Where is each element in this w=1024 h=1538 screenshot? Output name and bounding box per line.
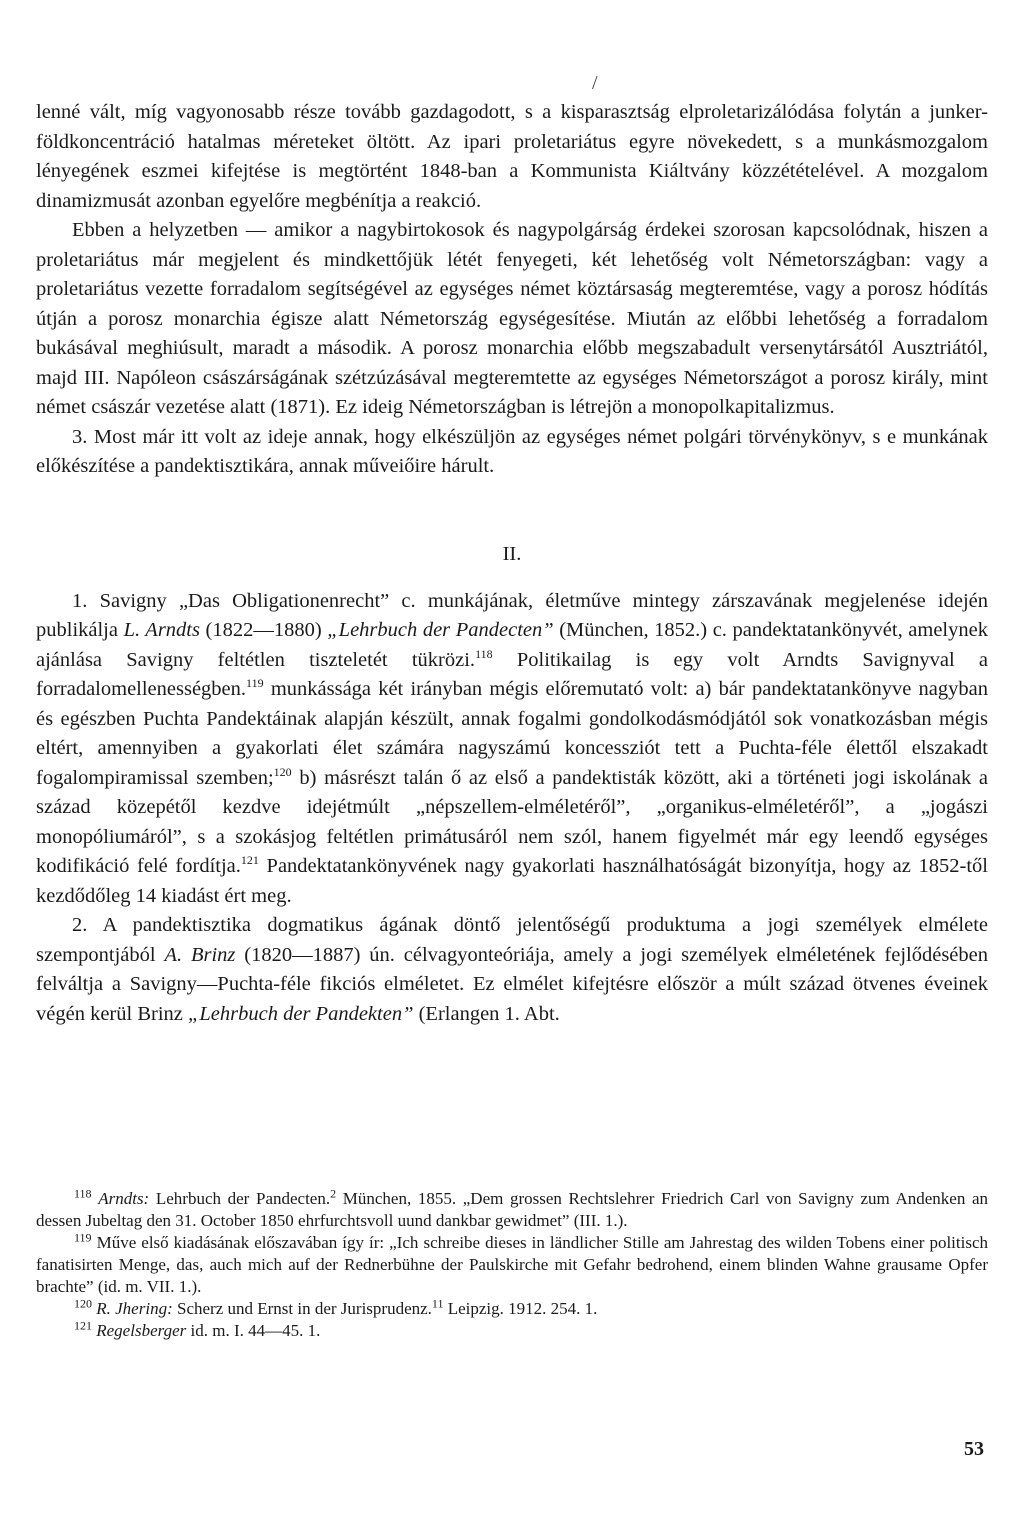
- text-run: Leipzig. 1912. 254. 1.: [443, 1299, 598, 1318]
- text-run: (1822—1880): [199, 619, 328, 641]
- book-page: [36, 0, 988, 1538]
- text-run: (München, 1852.) c. pandektatankönyvét, amelynek ajánlása Savigny feltétlen tiszteletét tükrözi.: [36, 619, 988, 671]
- text-run: munkássága két irányban mégis előremutató volt: a) bár pandektatankönyve nagyban és egészben Puchta Pandektáinak alapján készült, annak fogalmi gondolkodásmódjától sok vonatkozásban mégis eltért, amennyiben a gyakorlati élet számára nagyszámú koncessziót tett a Puchta-féle élettől elszakadt fogalompiramissal szemben;: [36, 678, 988, 789]
- bottom-paragraphs: [36, 587, 988, 1030]
- text-run: Scherz und Ernst in der Jurisprudenz.: [172, 1299, 432, 1318]
- footnote-ref: 118: [475, 646, 493, 661]
- footnote-ref: 119: [246, 676, 264, 691]
- text-run: 1. Savigny „Das Obligationenrecht” c. munkájának, életműve mintegy zárszavának megjelenése idején publikálja: [36, 589, 988, 641]
- footnote: [36, 1320, 988, 1342]
- footnote-ref: 120: [74, 1296, 92, 1311]
- text-run: Műve első kiadásának előszavában így ír: „Ich schreibe dieses in ländlicher Stille am Jahrestag des wilden Tobens einer politisch fanatisirten Menge, das, auch mich auf der Rednerbühne der Paulskirche mit Gefahr bedrohend, einem blinden Wahne grausame Opfer brachte” (id. m. VII. 1.).: [36, 1233, 988, 1296]
- text-run: lenné vált, míg vagyonosabb része tovább gazdagodott, s a kisparasztság elproletarizálódása folytán a junker-földkoncentráció hatalmas méreteket öltött. Az ipari proletariátus egyre növekedett, s a munkásmozgalom lényegének eszmei kifejtése is megtörtént 1848-ban a Kommunista Kiáltvány közzétételével. A mozgalom dinamizmusát azonban egyelőre megbénítja a reakció.: [36, 101, 988, 212]
- text-run: Lehrbuch der Pandecten.: [149, 1189, 331, 1208]
- footnote-ref: 121: [240, 853, 259, 868]
- footnote-ref: 118: [74, 1186, 92, 1201]
- text-run: Pandektatankönyvének nagy gyakorlati használhatóságát bizonyítja, hogy az 1852-től kezdődőleg 14 kiadást ért meg.: [36, 855, 988, 907]
- paragraph: [36, 216, 988, 423]
- italic-text: L. Arndts: [123, 619, 200, 641]
- page-number: 53: [964, 1438, 984, 1460]
- text-run: 2. A pandektisztika dogmatikus ágának döntő jelentőségű produktuma a jogi személyek elmélete szempontjából: [36, 914, 988, 966]
- text-run: (Erlangen 1. Abt.: [413, 1002, 560, 1025]
- italic-text: „Lehrbuch der Pandekten”: [188, 1002, 414, 1025]
- footnote: [36, 1298, 988, 1320]
- italic-text: A. Brinz: [164, 943, 236, 966]
- text-run: (1820—1887) ún. célvagyonteóriája, amely a jogi személyek elméletének fejlődésében felváltja a Savigny—Puchta-féle fikciós elméletet. Ez elmélet kifejtésre először a múlt század ötvenes éveinek végén kerül Brinz: [36, 943, 988, 1025]
- text-run: München, 1855. „Dem grossen Rechtslehrer Friedrich Carl von Savigny zum Andenken an dessen Jubeltag den 31. October 1850 ehrfurchtsvoll uund dankbar gewidmet” (III. 1.).: [36, 1189, 989, 1230]
- footnote-ref: 119: [74, 1230, 92, 1245]
- paragraph: [36, 911, 988, 1029]
- footnote-ref: 120: [273, 764, 292, 779]
- section-heading: II.: [502, 542, 522, 565]
- footnote: [36, 1232, 988, 1298]
- footnote-ref: 121: [74, 1318, 92, 1333]
- italic-text: „Lehrbuch der Pandecten”: [327, 619, 554, 641]
- paragraph: [36, 423, 988, 482]
- text-run: id. m. I. 44—45. 1.: [186, 1321, 321, 1340]
- text-run: b) másrészt talán ő az első a pandektisták között, aki a történeti jogi iskolának a század közepétől kezdve idejétmúlt „népszellem-elméletéről”, „organikus-elméletéről”, a „jogászi monopóliumáról”, s a szokásjog feltétlen primátusáról nem szól, hanem figyelmét már egy leendő egységes kodifikáció felé fordítja.: [36, 766, 988, 877]
- text-run: Ebben a helyzetben — amikor a nagybirtokosok és nagypolgárság érdekei szorosan kapcsolódnak, hiszen a proletariátus már megjelent és mindkettőjük létét fenyegeti, két lehetőség volt Németországban: vagy a proletariátus vezette forradalom segítségével az egységes német köztársaság megteremtése, vagy a porosz hódítás útján a porosz monarchia égisze alatt Németország egységesítése. Miután az előbbi lehetőség a forradalom bukásával meghiúsult, maradt a második. A porosz monarchia előbb megszabadult versenytársától Ausztriától, majd III. Napóleon császárságának szétzúzásával megteremtette az egységes Németországot a porosz király, mint német császár vezetése alatt (1871). Ez ideig Németországban is létrejön a monopolkapitalizmus.: [36, 219, 988, 418]
- text-run: Politikailag is egy volt Arndts Savignyval a forradalomellenességben.: [36, 648, 988, 700]
- footnote-ref: 11: [431, 1296, 444, 1311]
- footnotes: [36, 1188, 988, 1342]
- body-text: [36, 98, 988, 1029]
- italic-text: Arndts:: [98, 1189, 150, 1208]
- italic-text: R. Jhering:: [96, 1299, 173, 1318]
- footnote: [36, 1188, 988, 1232]
- footnote-ref: 2: [330, 1186, 337, 1201]
- top-paragraphs: [36, 98, 988, 482]
- paragraph: [36, 98, 988, 216]
- italic-text: Regelsberger: [96, 1321, 187, 1340]
- scan-mark: /: [592, 72, 598, 94]
- text-run: 3. Most már itt volt az ideje annak, hogy elkészüljön az egységes német polgári törvénykönyv, s e munkának előkészítése a pandektisztikára, annak műveiőire hárult.: [36, 425, 988, 477]
- paragraph: [36, 587, 988, 912]
